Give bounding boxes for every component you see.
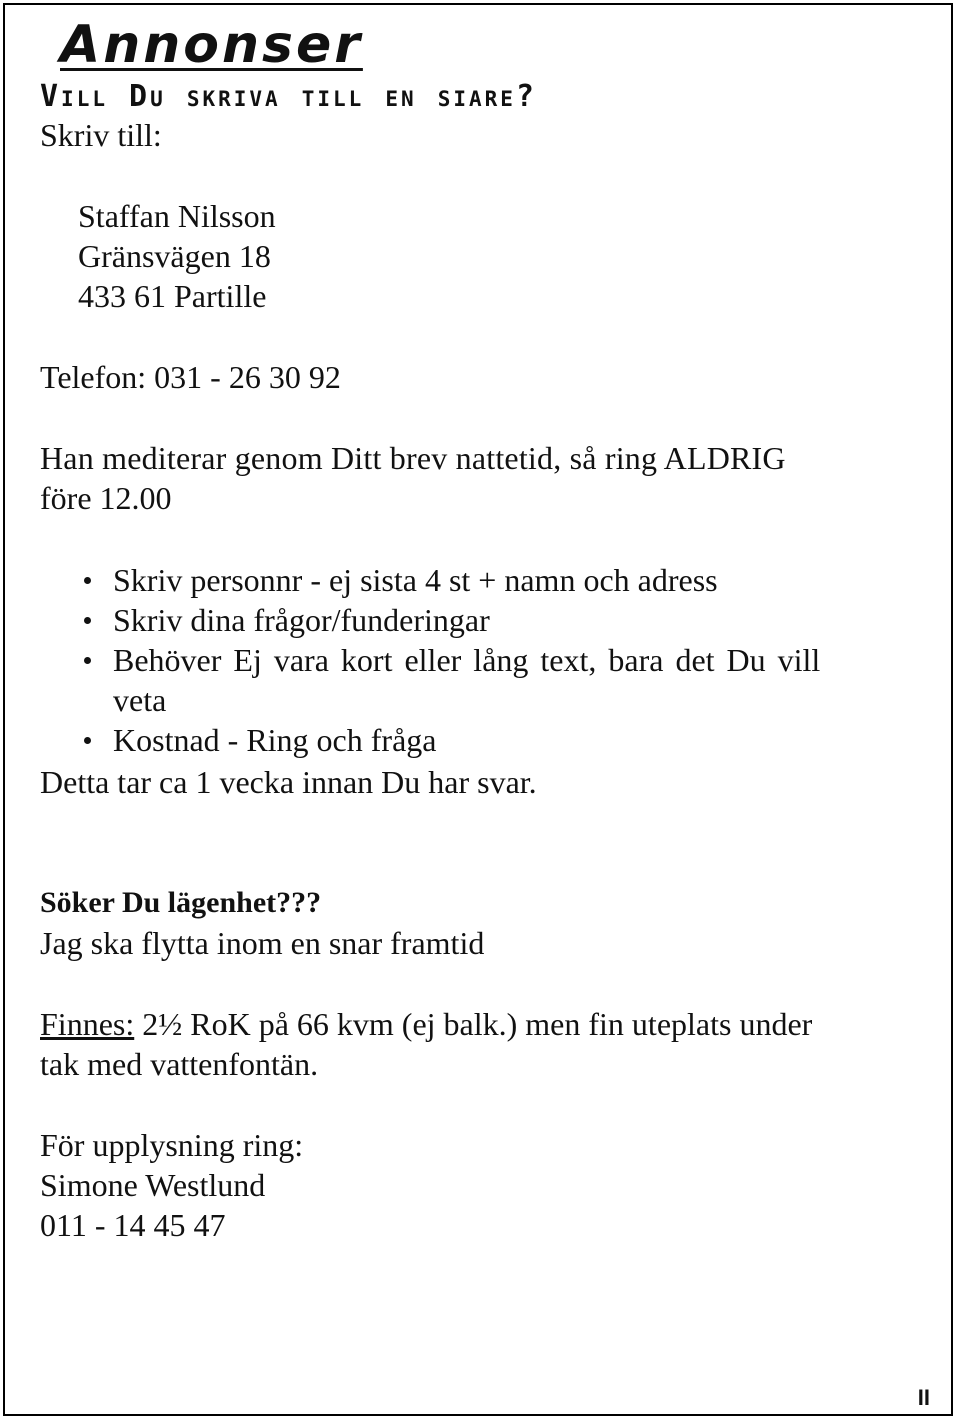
bullet-icon <box>84 617 91 624</box>
note-line-2: före 12.00 <box>40 480 172 516</box>
list-item <box>40 560 900 600</box>
phone-text: Telefon: 031 - 26 30 92 <box>40 359 341 395</box>
list-item-text: Skriv dina frågor/funderingar <box>113 602 490 638</box>
apartment-heading: Söker Du lägenhet??? <box>40 886 322 919</box>
bullet-icon <box>84 737 91 744</box>
list-item-text: Behöver Ej vara kort eller lång text, bara det Du vill veta <box>113 642 821 718</box>
note-line-1: Han mediterar genom Ditt brev nattetid, så ring ALDRIG <box>40 440 786 476</box>
bullet-icon <box>84 577 91 584</box>
list-item <box>40 720 900 760</box>
bullet-icon <box>84 657 91 664</box>
address-city: 433 61 Partille <box>78 278 267 314</box>
contact-name: Simone Westlund <box>40 1167 266 1203</box>
list-item-text: Kostnad - Ring och fråga <box>113 722 437 758</box>
available-line-2: tak med vattenfontän. <box>40 1046 319 1082</box>
instructions-list <box>40 560 900 760</box>
available-label: Finnes: <box>40 1006 135 1042</box>
list-item-text: Skriv personnr - ej sista 4 st + namn och adress <box>113 562 718 598</box>
info-label: För upplysning ring: <box>40 1127 304 1163</box>
address-name: Staffan Nilsson <box>78 198 276 234</box>
contact-phone: 011 - 14 45 47 <box>40 1207 226 1243</box>
address-street: Gränsvägen 18 <box>78 238 271 274</box>
available-line-1 <box>40 1004 812 1044</box>
section-subtitle: Vill Du skriva till en siare? <box>40 79 537 114</box>
moving-text: Jag ska flytta inom en snar framtid <box>40 925 485 961</box>
page-number: II <box>917 1385 930 1410</box>
list-item <box>40 600 900 640</box>
response-time-text: Detta tar ca 1 vecka innan Du har svar. <box>40 764 537 800</box>
available-text: 2½ RoK på 66 kvm (ej balk.) men fin uteplats under <box>134 1006 813 1042</box>
list-item <box>40 640 900 720</box>
page-title: Annonser <box>60 15 363 75</box>
write-to-label: Skriv till: <box>40 117 162 153</box>
